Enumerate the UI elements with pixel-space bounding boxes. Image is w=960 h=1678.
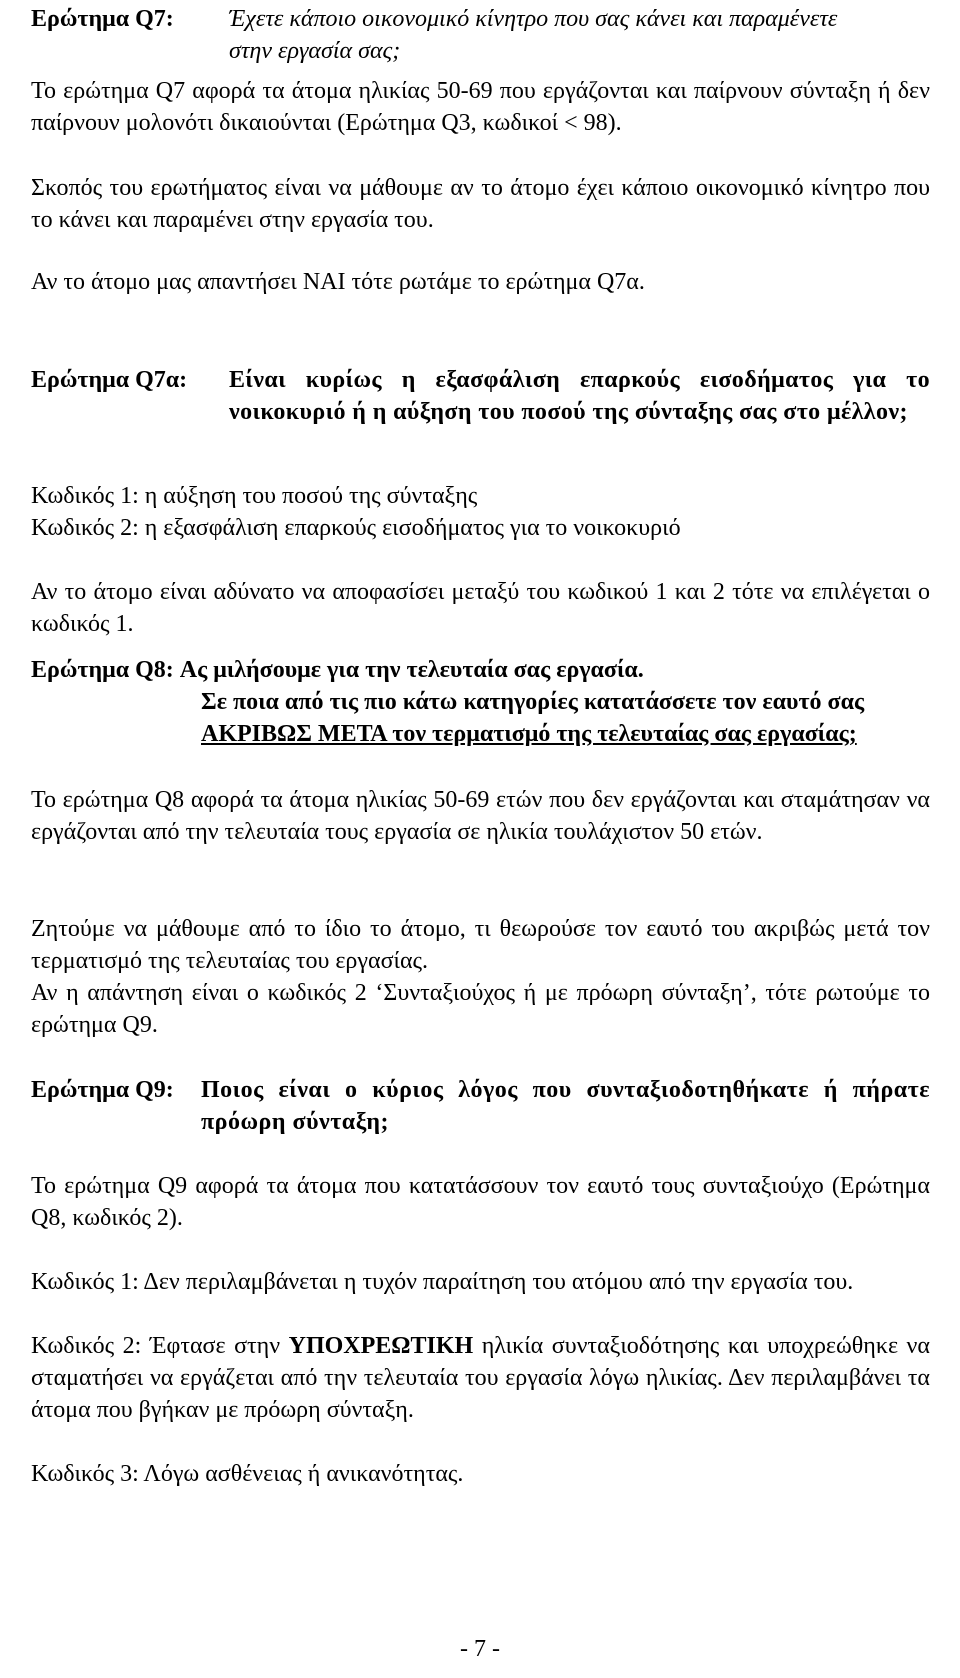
q7a-title: Είναι κυρίως η εξασφάλιση επαρκούς εισοδήματος για το νοικοκυριό ή η αύξηση του ποσού της σύνταξης σας στο μέλλον; <box>229 367 930 425</box>
q8-subtitle-2-text: ΑΚΡΙΒΩΣ ΜΕΤΑ τον τερματισμό της τελευταίας σας εργασίας; <box>201 721 857 747</box>
q9-code-2-emphasis: ΥΠΟΧΡΕΩΤΙΚΗ <box>288 1333 474 1359</box>
q9-paragraph-1: Το ερώτημα Q9 αφορά τα άτομα που κατατάσσουν τον εαυτό τους συνταξιούχο (Ερώτημα Q8, κωδικός 2). <box>31 1173 930 1231</box>
q9-code-3: Κωδικός 3: Λόγω ασθένειας ή ανικανότητας. <box>31 1461 464 1487</box>
q7a-note: Αν το άτομο είναι αδύνατο να αποφασίσει μεταξύ του κωδικού 1 και 2 τότε να επιλέγεται ο κωδικός 1. <box>31 579 930 637</box>
q8-subtitle-1: Σε ποια από τις πιο κάτω κατηγορίες κατατάσσετε τον εαυτό σας <box>201 689 865 715</box>
q9-code-1: Κωδικός 1: Δεν περιλαμβάνεται η τυχόν παραίτηση του ατόμου από την εργασία του. <box>31 1269 854 1295</box>
q8-paragraph-3: Αν η απάντηση είναι ο κωδικός 2 ‘Συνταξιούχος ή με πρόωρη σύνταξη’, τότε ρωτούμε το ερώτημα Q9. <box>31 980 930 1038</box>
q7a-code-1: Κωδικός 1: η αύξηση του ποσού της σύνταξης <box>31 483 478 509</box>
q8-paragraph-2: Ζητούμε να μάθουμε από το ίδιο το άτομο, τι θεωρούσε τον εαυτό του ακριβώς μετά τον τερματισμό της τελευταίας του εργασίας. <box>31 916 930 974</box>
page-number: - 7 - <box>460 1636 500 1662</box>
q7-paragraph-3: Αν το άτομο μας απαντήσει ΝΑΙ τότε ρωτάμε το ερώτημα Q7α. <box>31 269 645 295</box>
q8-title: Ερώτημα Q8: Ας μιλήσουμε για την τελευταία σας εργασία. <box>31 657 644 683</box>
q9-question <box>31 1074 930 1138</box>
q7a-label: Ερώτημα Q7α: <box>31 367 188 393</box>
q7-label: Ερώτημα Q7: <box>31 6 174 32</box>
q8-subtitle-2 <box>201 718 857 750</box>
q7-title <box>31 3 930 67</box>
q7-title-line1: Έχετε κάποιο οικονομικό κίνητρο που σας κάνει και παραμένετε <box>229 6 838 32</box>
q9-title: Ποιος είναι ο κύριος λόγος που συνταξιοδοτηθήκατε ή πήρατε πρόωρη σύνταξη; <box>201 1077 930 1135</box>
q7-title-line2: στην εργασία σας; <box>229 38 401 64</box>
q7-paragraph-2: Σκοπός του ερωτήματος είναι να μάθουμε αν το άτομο έχει κάποιο οικονομικό κίνητρο που το κάνει και παραμένει στην εργασία του. <box>31 175 930 233</box>
q9-code-2 <box>31 1330 930 1426</box>
document-page <box>31 0 930 1678</box>
q9-code-2-prefix: Κωδικός 2: Έφτασε στην <box>31 1333 289 1359</box>
q7a-question <box>31 364 930 428</box>
q7-paragraph-1: Το ερώτημα Q7 αφορά τα άτομα ηλικίας 50-69 που εργάζονται και παίρνουν σύνταξη ή δεν παίρνουν μολονότι δικαιούνται (Ερώτημα Q3, κωδικοί < 98). <box>31 78 930 136</box>
q7a-code-2: Κωδικός 2: η εξασφάλιση επαρκούς εισοδήματος για το νοικοκυριό <box>31 515 681 541</box>
q9-label: Ερώτημα Q9: <box>31 1077 174 1103</box>
q8-paragraph-1: Το ερώτημα Q8 αφορά τα άτομα ηλικίας 50-69 ετών που δεν εργάζονται και σταμάτησαν να εργάζονται από την τελευταία τους εργασία σε ηλικία τουλάχιστον 50 ετών. <box>31 787 930 845</box>
q9-code-2-suffix: ηλικία συνταξιοδότησης και υποχρεώθηκε να σταματήσει να εργάζεται από την τελευταία του εργασία λόγω ηλικίας. Δεν περιλαμβάνει τα άτομα που βγήκαν με πρόωρη σύνταξη. <box>31 1333 930 1423</box>
